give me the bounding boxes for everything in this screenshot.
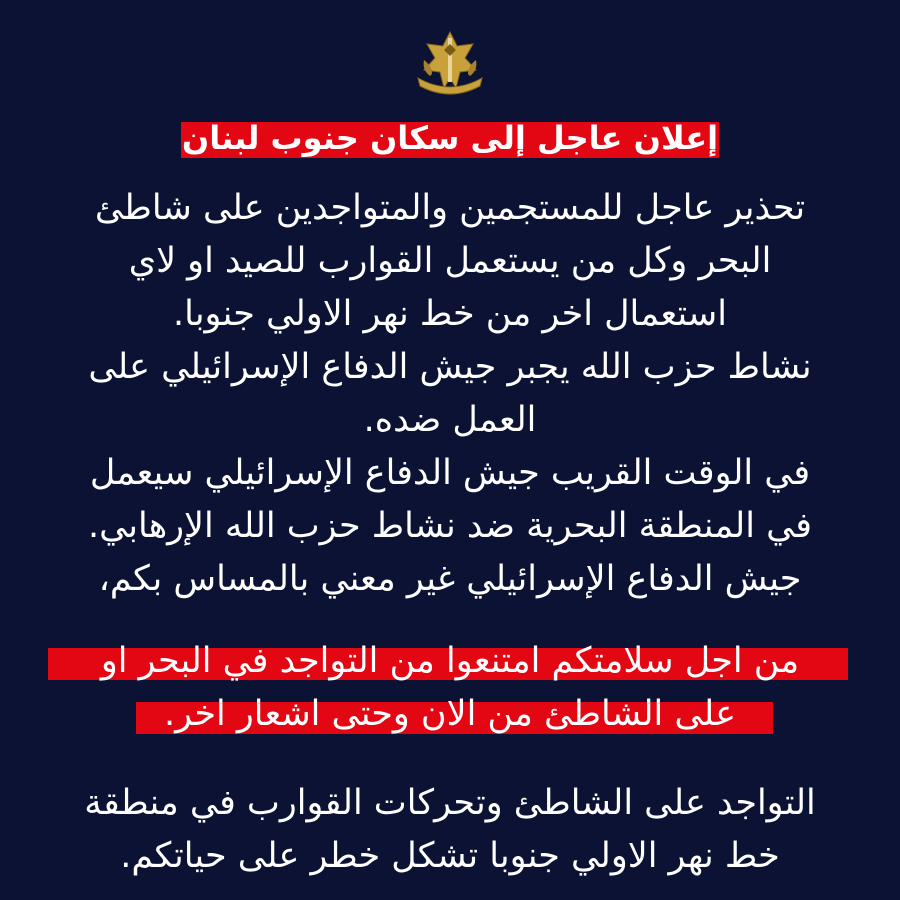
- warning-line: من اجل سلامتكم امتنعوا من التواجد في البحر او: [100, 641, 800, 681]
- paragraph-line: جيش الدفاع الإسرائيلي غير معني بالمساس بكم،: [98, 559, 802, 599]
- paragraph-line: نشاط حزب الله يجبر جيش الدفاع الإسرائيلي على: [88, 347, 812, 387]
- paragraph-warning-intro: [20, 182, 880, 341]
- idf-emblem-icon: [410, 30, 490, 100]
- paragraph-line: العمل ضده.: [363, 400, 537, 440]
- paragraph-line: في الوقت القريب جيش الدفاع الإسرائيلي سيعمل: [89, 453, 811, 493]
- warning-line: على الشاطئ من الان وحتى اشعار اخر.: [163, 694, 737, 734]
- paragraph-hezbollah-activity: [20, 341, 880, 447]
- paragraph-line: في المنطقة البحرية ضد نشاط حزب الله الإرهابي.: [88, 506, 812, 546]
- paragraph-line: تحذير عاجل للمستجمين والمتواجدين على شاطئ: [94, 188, 806, 228]
- announcement-title: إعلان عاجل إلى سكان جنوب لبنان: [181, 119, 719, 157]
- paragraph-closing: [20, 777, 880, 883]
- paragraph-line: خط نهر الاولي جنوبا تشكل خطر على حياتكم.: [120, 836, 780, 876]
- paragraph-line: استعمال اخر من خط نهر الاولي جنوبا.: [173, 294, 727, 334]
- paragraph-line: التواجد على الشاطئ وتحركات القوارب في منطقة: [84, 783, 816, 823]
- highlighted-warning: [20, 635, 880, 741]
- paragraph-line: البحر وكل من يستعمل القوارب للصيد او لاي: [128, 241, 772, 281]
- paragraph-naval-operation: [20, 447, 880, 606]
